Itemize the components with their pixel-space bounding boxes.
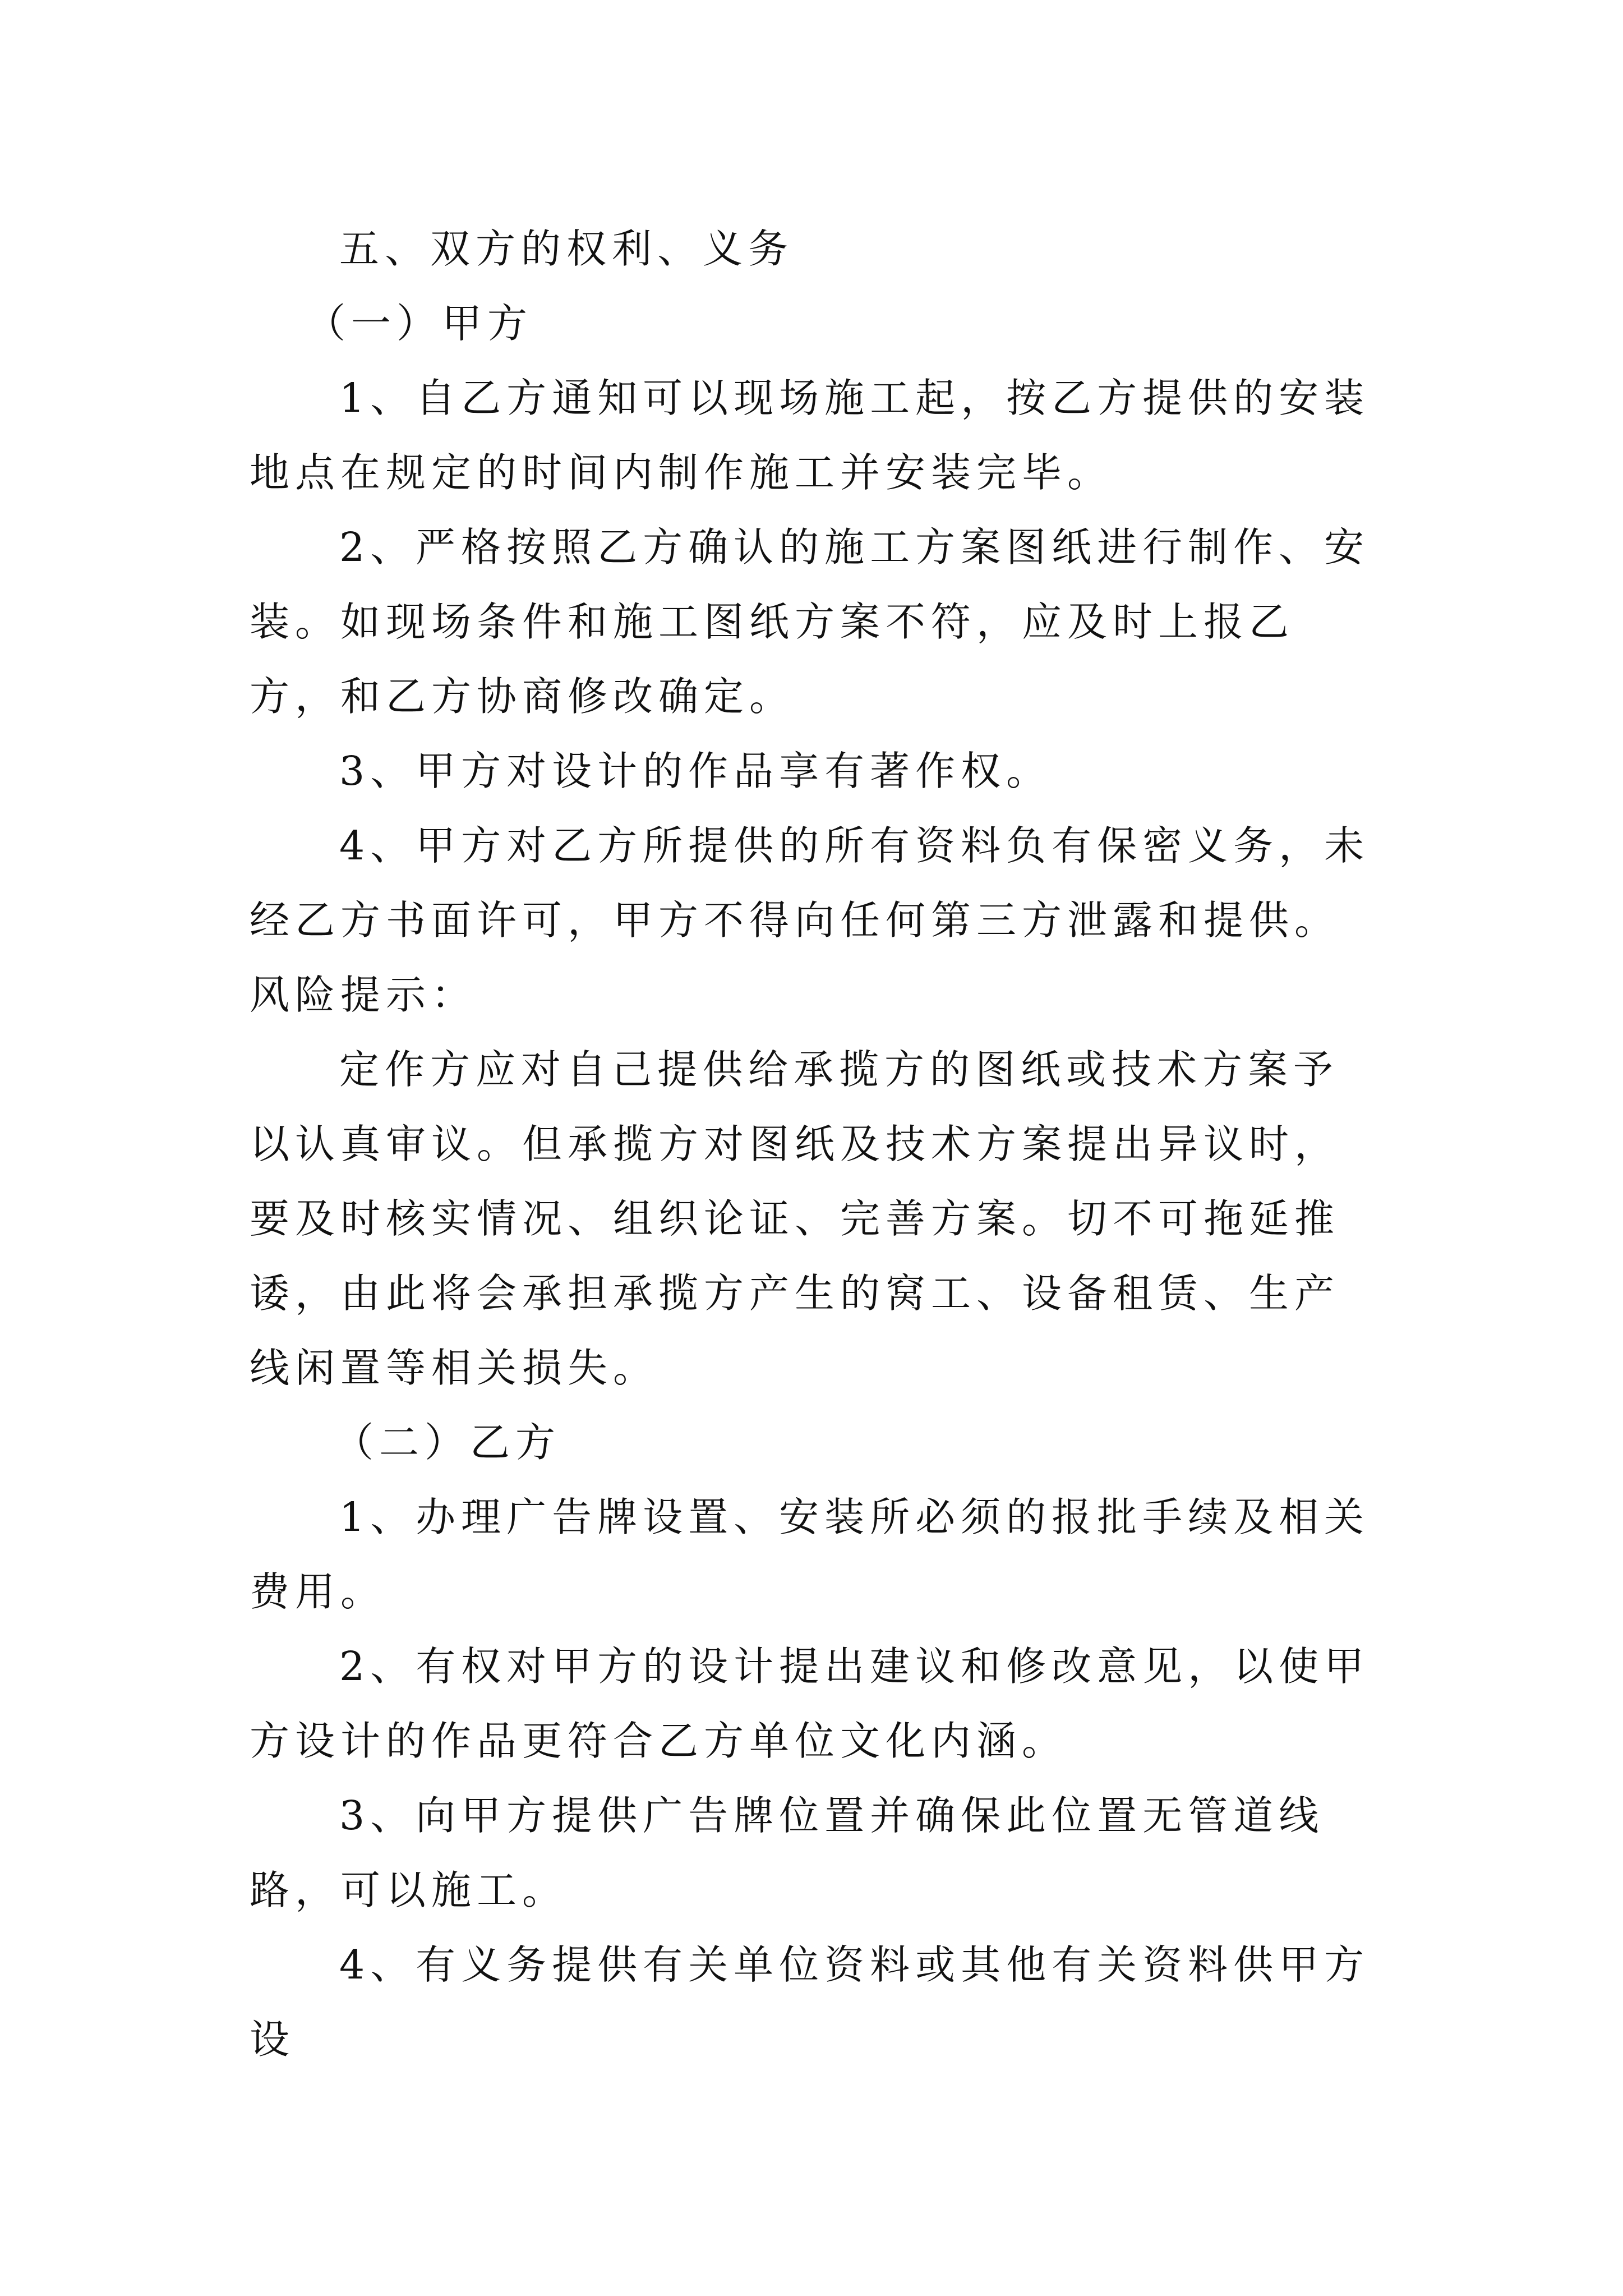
paragraph: 3、向甲方提供广告牌位置并确保此位置无管道线路，可以施工。: [250, 1792, 1325, 1913]
paragraph: 3、甲方对设计的作品享有著作权。: [339, 748, 1052, 794]
paragraph: 4、甲方对乙方所提供的所有资料负有保密义务，未经乙方书面许可，甲方不得向任何第三方泄露和提供。风险提示：: [250, 822, 1370, 1018]
subsection-heading-party-b: （二）乙方: [334, 1419, 561, 1466]
paragraph: 2、严格按照乙方确认的施工方案图纸进行制作、安装。如现场条件和施工图纸方案不符，应及时上报乙方，和乙方协商修改确定。: [250, 524, 1370, 720]
section-heading: 五、双方的权利、义务: [339, 226, 794, 272]
paragraph: 定作方应对自己提供给承揽方的图纸或技术方案予以认真审议。但承揽方对图纸及技术方案提出异议时，要及时核实情况、组织论证、完善方案。切不可拖延推诿，由此将会承担承揽方产生的窝工、设备租赁、生产线闲置等相关损失。: [250, 1046, 1340, 1391]
paragraph: 2、有权对甲方的设计提出建议和修改意见，以使甲方设计的作品更符合乙方单位文化内涵。: [250, 1643, 1370, 1764]
subsection-heading-party-a: （一）甲方: [306, 300, 533, 347]
document-body: [250, 211, 1382, 2077]
paragraph: 1、自乙方通知可以现场施工起，按乙方提供的安装地点在规定的时间内制作施工并安装完毕。: [250, 375, 1370, 496]
paragraph: 4、有义务提供有关单位资料或其他有关资料供甲方设: [250, 1941, 1370, 2063]
paragraph: 1、办理广告牌设置、安装所必须的报批手续及相关费用。: [250, 1494, 1370, 1615]
